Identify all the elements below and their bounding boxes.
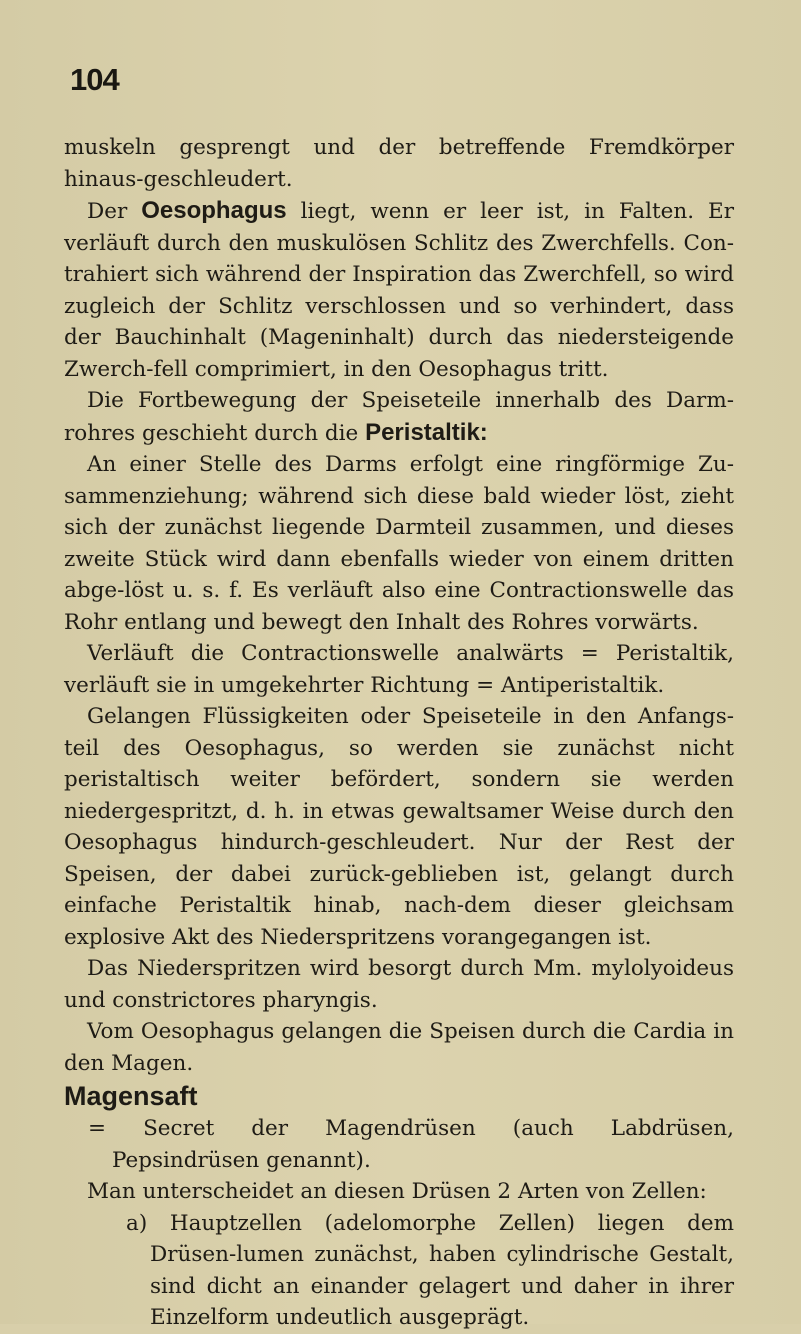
paragraph: Verläuft die Contractionswelle analwärts = Peristaltik, verläuft sie in umgekehrter Richtung = Antiperistaltik. [64,641,734,698]
term-oesophagus: Oesophagus [141,197,287,224]
term-peristaltik: Peristaltik: [365,418,488,446]
paragraph: Man unterscheidet an diesen Drüsen 2 Arten von Zellen: [87,1179,707,1204]
section-heading: Magensaft [64,1081,198,1111]
text-run: Der [87,199,142,224]
paragraph-peristaltik [64,385,734,449]
paragraph: Gelangen Flüssigkeiten oder Speiseteile in den Anfangs-teil des Oesophagus, so werden sie zunächst nicht peristaltisch weiter befördert, sondern sie werden niedergespritzt, d. h. in etwas gewaltsamer Weise durch den Oesophagus hindurch-geschleudert. Nur der Rest der Speisen, der dabei zurück-geblieben ist, gelangt durch einfache Peristaltik hinab, nach-dem dieser gleichsam explosive Akt des Niederspritzens vorangegangen ist. [64,704,734,950]
definition-line: = Secret der Magendrüsen (auch Labdrüsen, Pepsindrüsen genannt). [88,1116,734,1173]
paragraph-oesophagus [64,195,734,385]
text-run: Die Fortbewegung der Speiseteile innerhalb des Darm-rohres geschieht durch die [64,388,734,446]
paragraph: muskeln gesprengt und der betreffende Fremdkörper hinaus-geschleudert. [64,135,734,192]
body-text [64,132,734,1334]
page-number: 104 [70,62,119,97]
paragraph: Das Niederspritzen wird besorgt durch Mm. mylolyoideus und constrictores pharyngis. [64,956,734,1013]
paragraph: An einer Stelle des Darms erfolgt eine ringförmige Zu-sammenziehung; während sich diese bald wieder löst, zieht sich der zunächst liegende Darmteil zusammen, und dieses zweite Stück wird dann ebenfalls wieder von einem dritten abge-löst u. s. f. Es verläuft also eine Contractionswelle das Rohr entlang und bewegt den Inhalt des Rohres vorwärts. [64,452,734,635]
paragraph: Vom Oesophagus gelangen die Speisen durch die Cardia in den Magen. [64,1019,734,1076]
text-run: liegt, wenn er leer ist, in Falten. Er verläuft durch den muskulösen Schlitz des Zwerchfells. Con-trahiert sich während der Inspiration das Zwerchfell, so wird zugleich der Schlitz verschlossen und so verhindert, dass der Bauchinhalt (Mageninhalt) durch das niedersteigende Zwerch-fell comprimiert, in den Oesophagus tritt. [64,199,735,382]
list-item: a) Hauptzellen (adelomorphe Zellen) liegen dem Drüsen-lumen zunächst, haben cylindrische Gestalt, sind dicht an einander gelagert und daher in ihrer Einzelform undeutlich ausgeprägt. [126,1210,734,1330]
